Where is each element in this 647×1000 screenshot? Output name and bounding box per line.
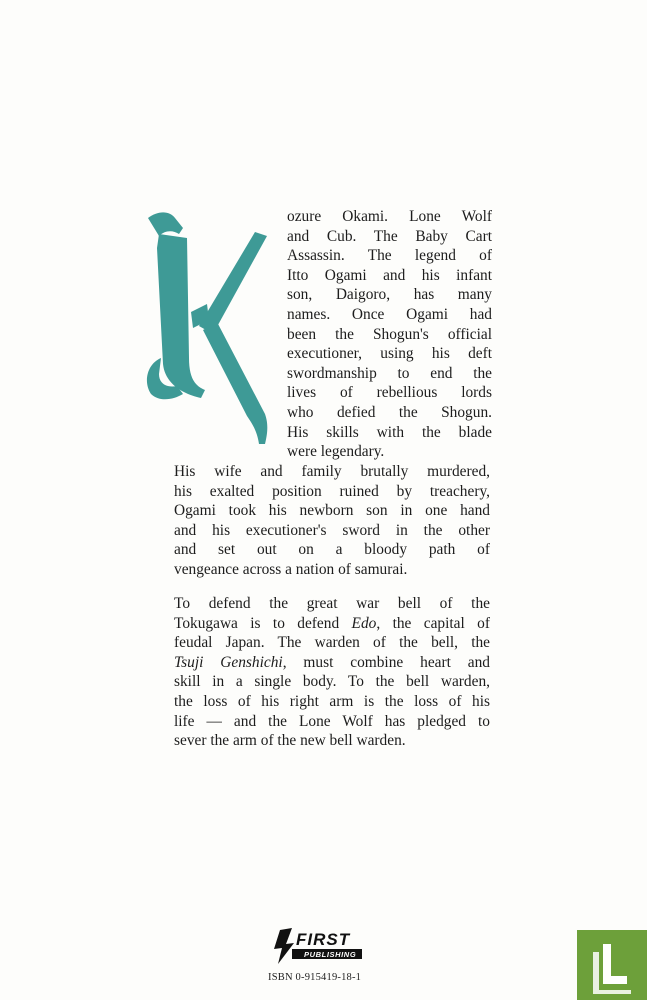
publisher-sub: PUBLISHING — [304, 950, 357, 959]
text-line: Ogami took his newborn son in one hand — [174, 502, 490, 520]
store-sticker — [577, 930, 647, 1000]
text-line: His wife and family brutally murdered, — [174, 463, 490, 480]
text-line: son, Daigoro, has many — [287, 286, 492, 304]
text-line: executioner, using his deft — [287, 345, 492, 363]
dropcap-k — [143, 208, 275, 448]
intro-paragraph — [287, 207, 492, 462]
text-line: Assassin. The legend of — [287, 247, 492, 265]
text-line: Itto Ogami and his infant — [287, 266, 492, 284]
text-line: who defied the Shogun. — [287, 403, 492, 421]
text-line: To defend the great war bell of the — [174, 595, 490, 612]
text-line: Tsuji Genshichi, must combine heart and — [174, 653, 490, 671]
isbn: ISBN 0-915419-18-1 — [268, 972, 362, 983]
text-line: and Cub. The Baby Cart — [287, 227, 492, 245]
text-line: sever the arm of the new bell warden. — [174, 732, 406, 750]
paragraph-3 — [174, 594, 490, 751]
text-line: swordmanship to end the — [287, 364, 492, 382]
text-line: his exalted position ruined by treachery, — [174, 482, 490, 500]
text-line: skill in a single body. To the bell warden, — [174, 673, 490, 691]
text-line: feudal Japan. The warden of the bell, the — [174, 634, 490, 652]
text-line: been the Shogun's official — [287, 325, 492, 343]
text-line: Tokugawa is to defend Edo, the capital of — [174, 614, 490, 632]
text-line: were legendary. — [287, 443, 385, 461]
text-line: ozure Okami. Lone Wolf — [287, 208, 492, 225]
text-line: and his executioner's sword in the other — [174, 521, 490, 539]
text-line: names. Once Ogami had — [287, 305, 492, 323]
publisher-name: FIRST — [296, 930, 351, 949]
text-line: and set out on a bloody path of — [174, 541, 490, 559]
text-line: life — and the Lone Wolf has pledged to — [174, 712, 490, 730]
text-line: lives of rebellious lords — [287, 384, 492, 402]
publisher-logo — [266, 926, 368, 966]
text-line: vengeance across a nation of samurai. — [174, 560, 408, 578]
text-line: the loss of his right arm is the loss of his — [174, 692, 490, 710]
paragraph-2 — [174, 462, 490, 580]
text-line: His skills with the blade — [287, 423, 492, 441]
